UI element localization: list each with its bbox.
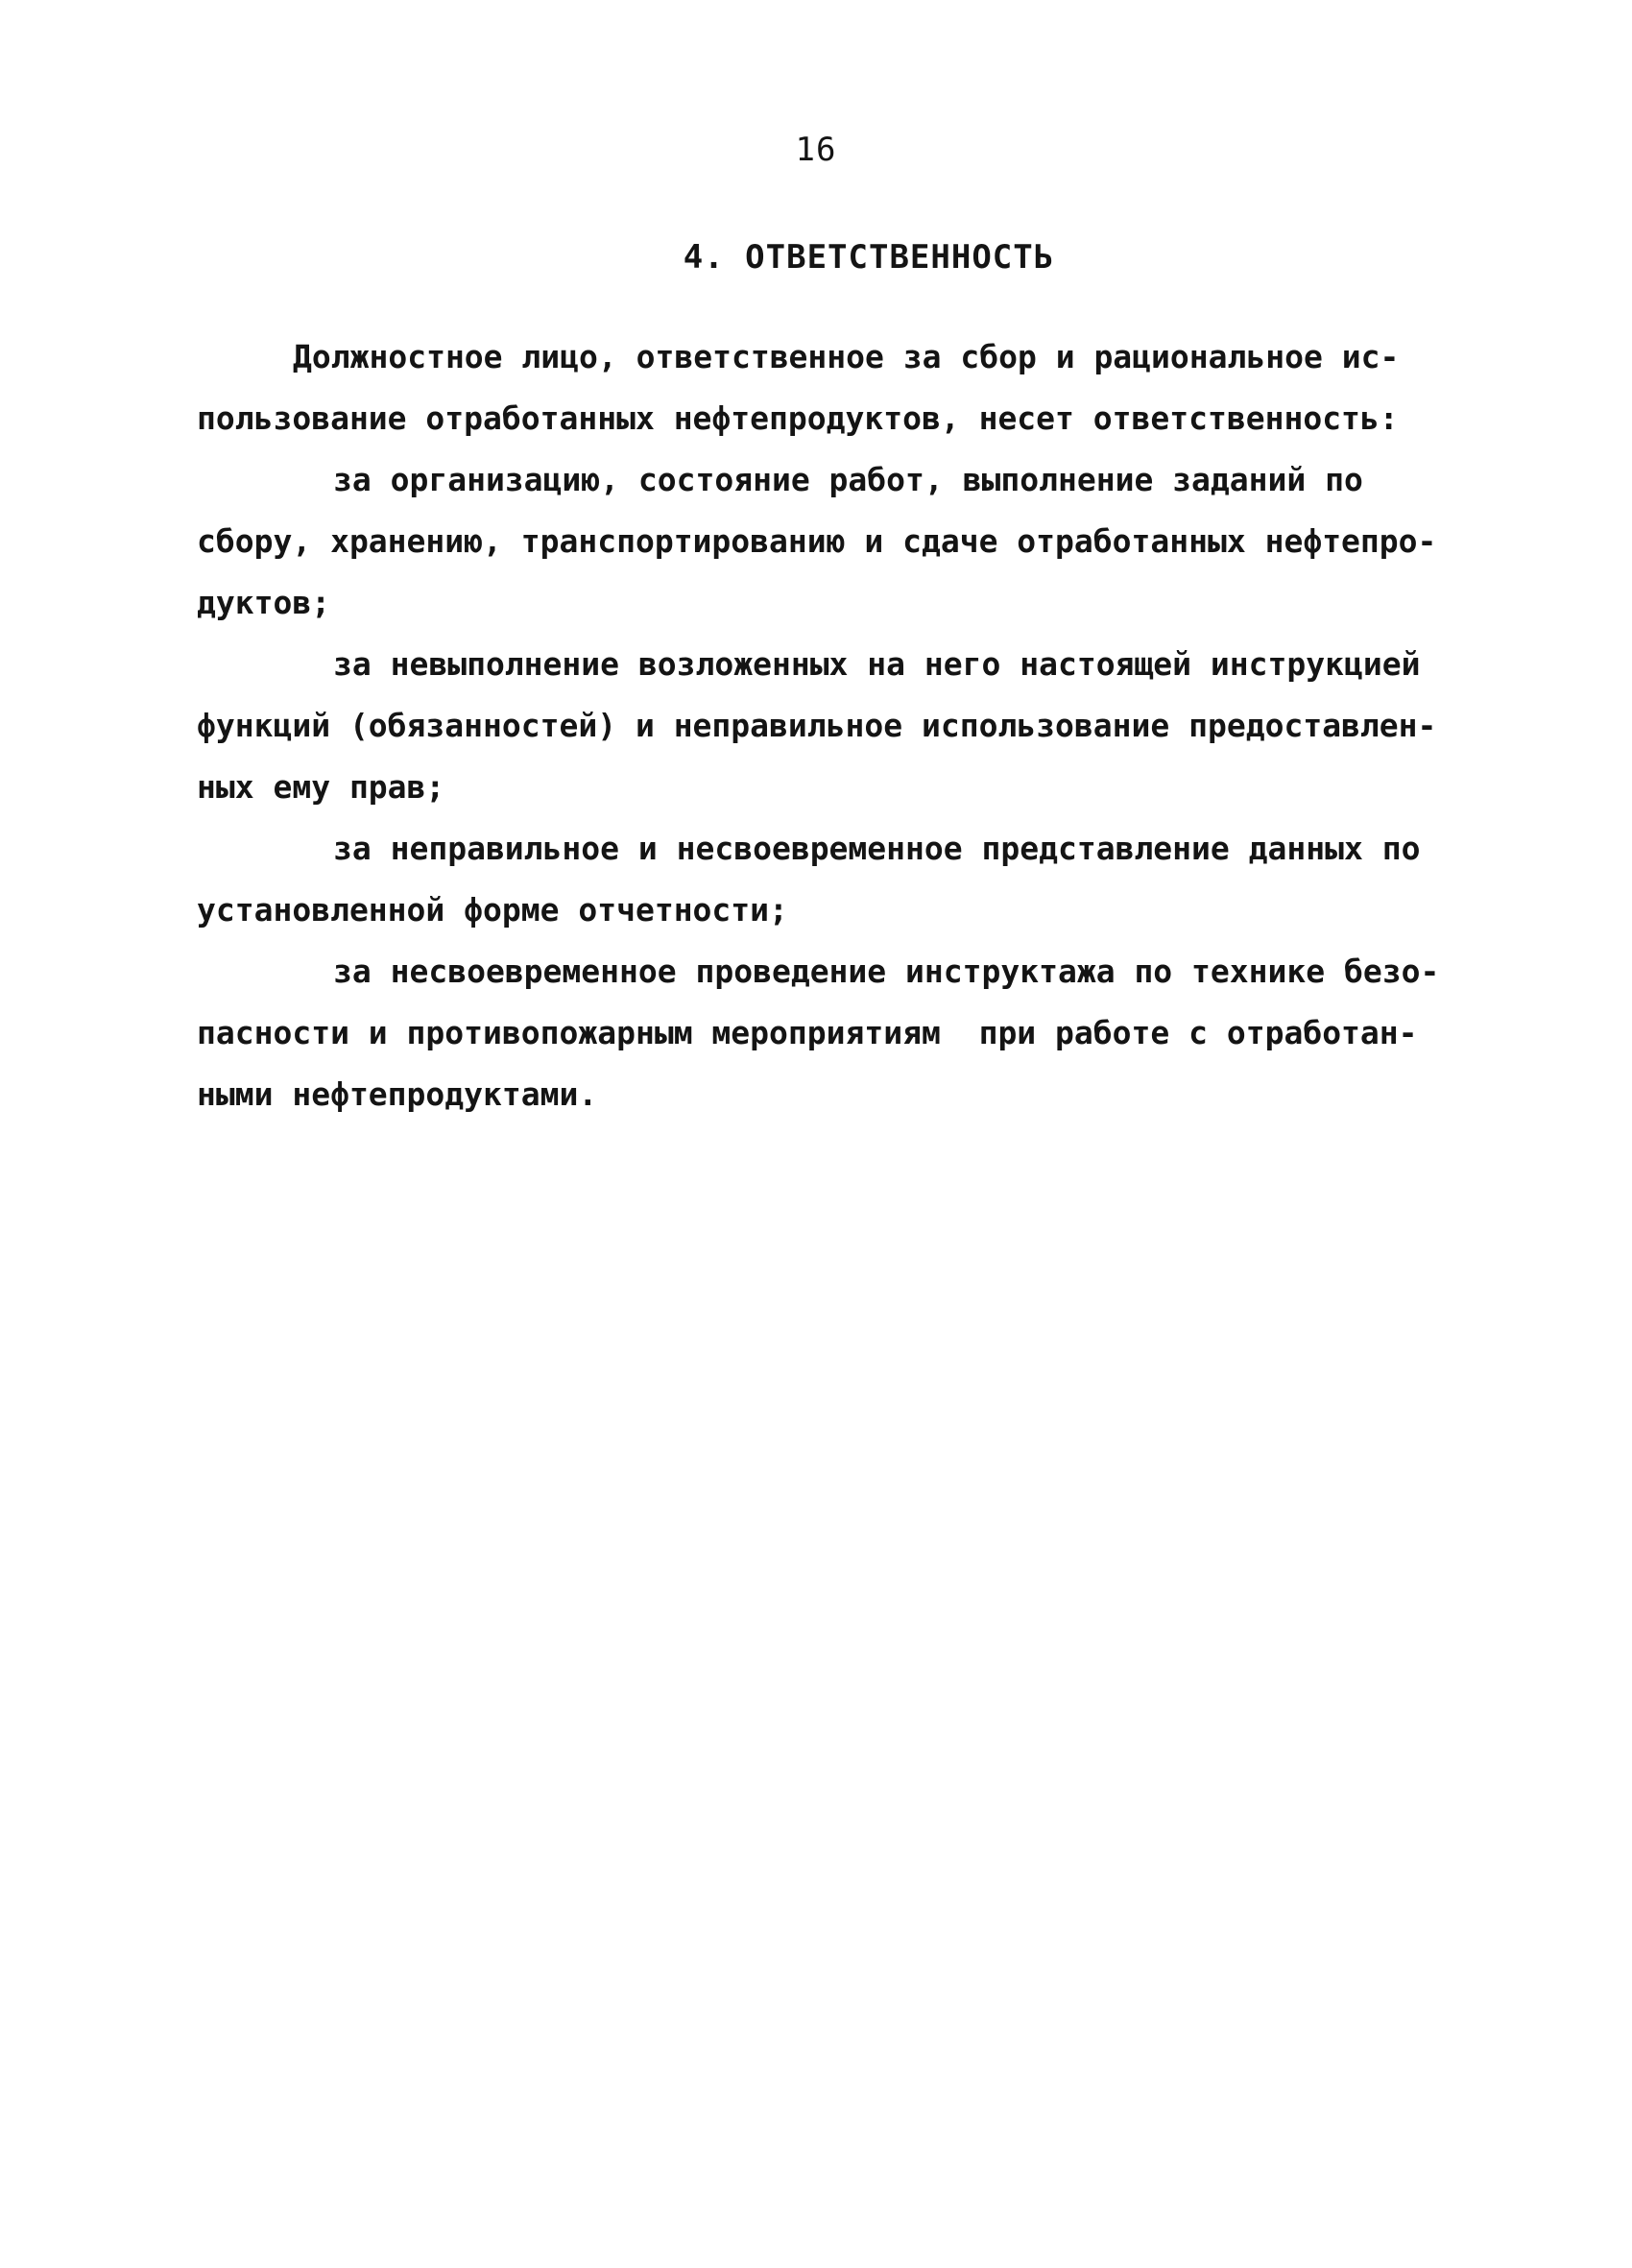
text-line: Должностное лицо, ответственное за сбор и рациональное ис- bbox=[293, 338, 1400, 375]
text-line: за несвоевременное проведение инструктажа по технике безо- bbox=[333, 953, 1440, 990]
text-line: за неправильное и несвоевременное представление данных по bbox=[333, 830, 1421, 867]
text-line: за невыполнение возложенных на него настоящей инструкцией bbox=[333, 645, 1421, 683]
text-line: пасности и противопожарным мероприятиям при работе с отработан- bbox=[197, 1014, 1418, 1051]
paragraph-item-1 bbox=[197, 449, 1445, 634]
text-line: ных ему прав; bbox=[197, 768, 445, 806]
paragraph-item-2 bbox=[197, 634, 1445, 818]
text-line: пользование отработанных нефтепродуктов, несет ответственность: bbox=[197, 399, 1399, 437]
page-number: 16 bbox=[795, 131, 837, 169]
text-line: функций (обязанностей) и неправильное использование предоставлен- bbox=[197, 707, 1437, 744]
document-body bbox=[197, 326, 1445, 1125]
paragraph-intro bbox=[197, 326, 1445, 449]
text-line: ными нефтепродуктами. bbox=[197, 1075, 598, 1113]
text-line: установленной форме отчетности; bbox=[197, 891, 788, 929]
paragraph-item-3 bbox=[197, 818, 1445, 941]
text-line: дуктов; bbox=[197, 584, 331, 621]
text-line: сбору, хранению, транспортированию и сдаче отработанных нефтепро- bbox=[197, 522, 1437, 560]
text-line: за организацию, состояние работ, выполнение заданий по bbox=[333, 461, 1363, 498]
paragraph-item-4 bbox=[197, 941, 1445, 1125]
section-title: 4. ОТВЕТСТВЕННОСТЬ bbox=[683, 238, 1055, 277]
